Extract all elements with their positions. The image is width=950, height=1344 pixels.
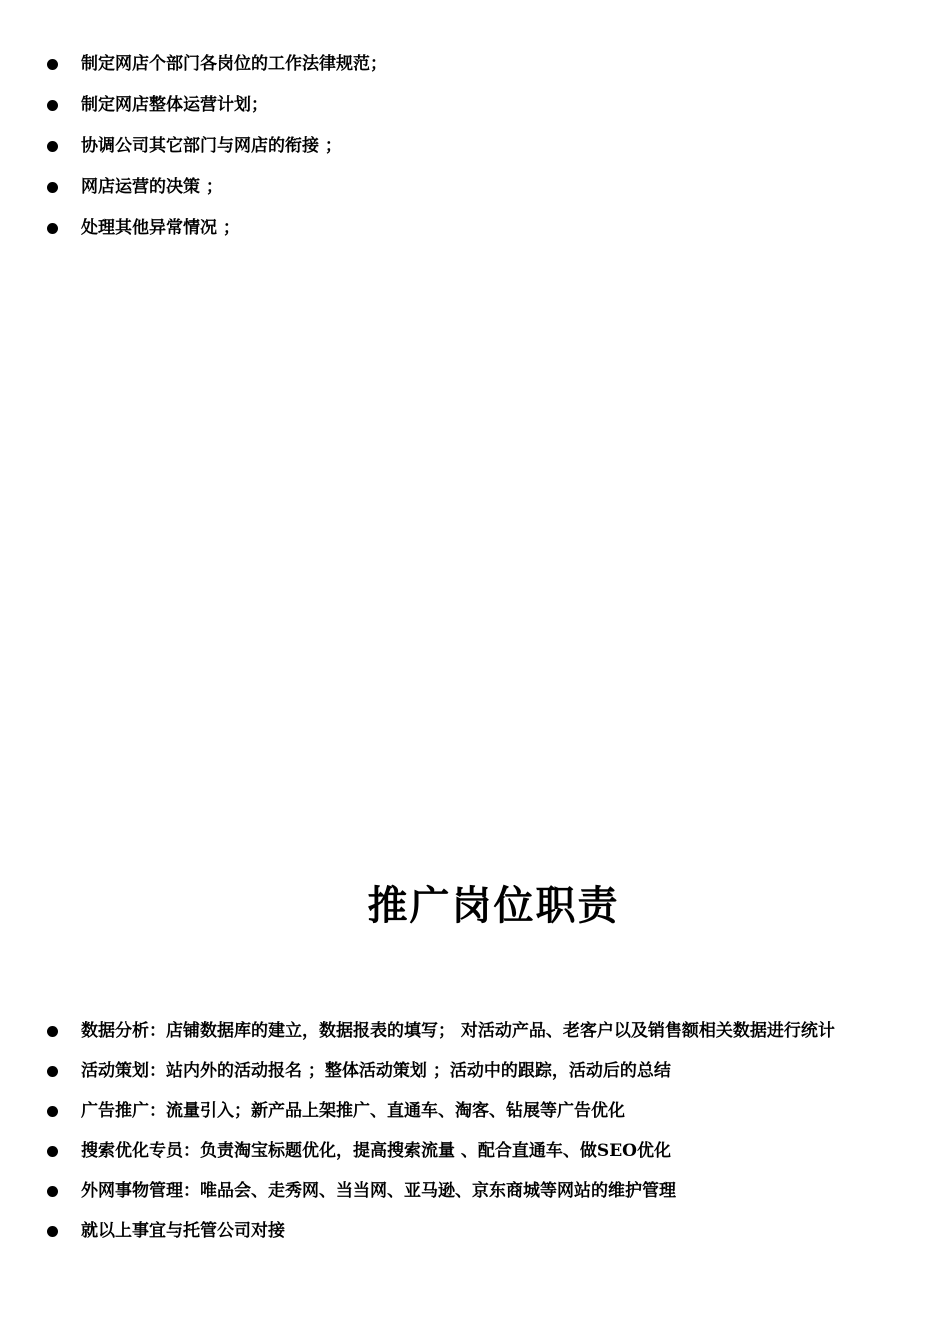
list-item bbox=[46, 1059, 910, 1084]
list-item bbox=[46, 52, 910, 77]
bullet-icon bbox=[47, 100, 58, 111]
list-item-text: 网店运营的决策 ； bbox=[81, 177, 223, 197]
list-item-text: 广告推广：流量引入；新产品上架推广、直通车、淘客、钻展等广告优化 bbox=[81, 1101, 625, 1121]
list-item-text: 外网事物管理：唯品会、走秀网、当当网、亚马逊、京东商城等网站的维护管理 bbox=[81, 1181, 676, 1201]
bullet-icon bbox=[47, 1106, 58, 1117]
list-item-text: 搜索优化专员：负责淘宝标题优化，提高搜索流量 、配合直通车、做SEO优化 bbox=[81, 1141, 671, 1161]
list-item bbox=[46, 216, 910, 241]
list-item bbox=[46, 1139, 910, 1164]
list-item bbox=[46, 1219, 910, 1244]
list-item bbox=[46, 1019, 910, 1044]
list-item-text: 制定网店整体运营计划； bbox=[81, 95, 268, 115]
bullet-icon bbox=[47, 1066, 58, 1077]
list-item-text: 制定网店个部门各岗位的工作法律规范； bbox=[81, 54, 387, 74]
list-item bbox=[46, 93, 910, 118]
list-item bbox=[46, 1179, 910, 1204]
bullet-icon bbox=[47, 141, 58, 152]
bullet-icon bbox=[47, 1186, 58, 1197]
bullet-icon bbox=[47, 1026, 58, 1037]
bullet-icon bbox=[47, 182, 58, 193]
bullet-icon bbox=[47, 223, 58, 234]
bullet-icon bbox=[47, 1146, 58, 1157]
responsibilities-list-top bbox=[46, 52, 910, 257]
section-title: 推广岗位职责 bbox=[367, 882, 620, 929]
list-item bbox=[46, 134, 910, 159]
bullet-icon bbox=[47, 1226, 58, 1237]
bullet-icon bbox=[47, 59, 58, 70]
list-item-text: 活动策划：站内外的活动报名 ；整体活动策划 ；活动中的跟踪，活动后的总结 bbox=[81, 1061, 671, 1081]
list-item-text: 数据分析：店铺数据库的建立，数据报表的填写； 对活动产品、老客户以及销售额相关数据进行统计 bbox=[81, 1021, 835, 1041]
list-item bbox=[46, 175, 910, 200]
list-item-text: 协调公司其它部门与网店的衔接 ； bbox=[81, 136, 342, 156]
list-item-text: 就以上事宜与托管公司对接 bbox=[81, 1221, 285, 1241]
list-item bbox=[46, 1099, 910, 1124]
list-item-text: 处理其他异常情况 ； bbox=[81, 218, 240, 238]
responsibilities-list-bottom bbox=[46, 1019, 910, 1259]
